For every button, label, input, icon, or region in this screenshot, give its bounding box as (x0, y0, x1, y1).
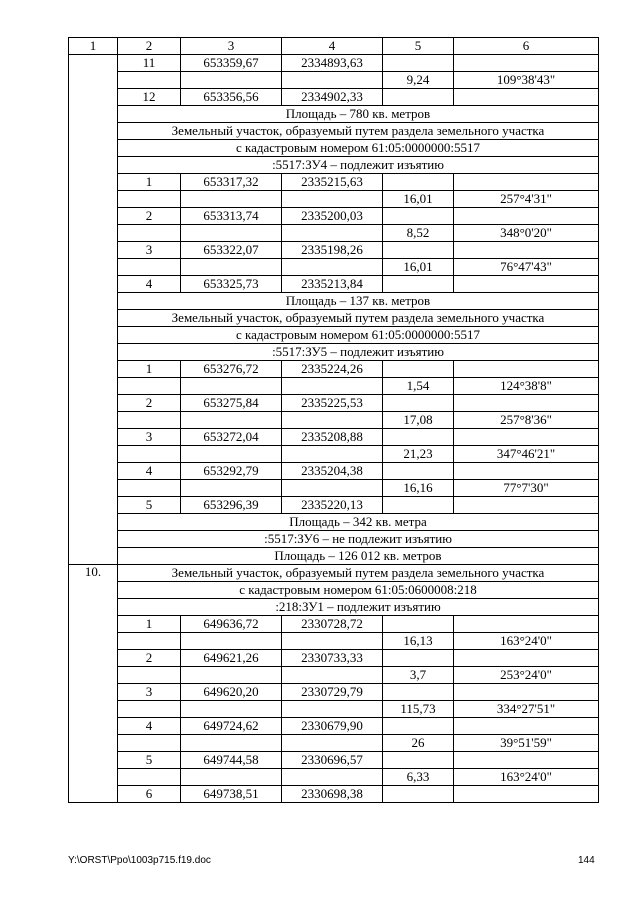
empty-cell (282, 191, 383, 208)
empty-cell (181, 480, 282, 497)
table-row (69, 497, 599, 514)
section-number-cell: 10. (69, 565, 118, 803)
table-row (69, 667, 599, 684)
column-header: 4 (282, 38, 383, 55)
table-row (69, 310, 599, 327)
table-row (69, 140, 599, 157)
empty-cell (118, 225, 181, 242)
table-row (69, 191, 599, 208)
empty-cell (454, 89, 599, 106)
coord-x: 653325,73 (181, 276, 282, 293)
empty-cell (383, 242, 454, 259)
empty-cell (383, 361, 454, 378)
point-number: 2 (118, 395, 181, 412)
empty-cell (383, 208, 454, 225)
empty-cell (454, 208, 599, 225)
point-number: 4 (118, 718, 181, 735)
empty-cell (454, 497, 599, 514)
empty-cell (282, 412, 383, 429)
table-row (69, 684, 599, 701)
coord-x: 653317,32 (181, 174, 282, 191)
segment-angle: 348°0'20" (454, 225, 599, 242)
segment-angle: 163°24'0" (454, 633, 599, 650)
column-header: 6 (454, 38, 599, 55)
table-header-row (69, 38, 599, 55)
table-row (69, 514, 599, 531)
empty-cell (454, 361, 599, 378)
empty-cell (383, 429, 454, 446)
segment-angle: 109°38'43" (454, 72, 599, 89)
coord-y: 2330729,79 (282, 684, 383, 701)
table-row (69, 463, 599, 480)
full-width-text: Площадь – 137 кв. метров (118, 293, 599, 310)
segment-length: 6,33 (383, 769, 454, 786)
table-row (69, 344, 599, 361)
full-width-text: с кадастровым номером 61:05:0000000:5517 (118, 140, 599, 157)
section-number-cell (69, 55, 118, 565)
coord-y: 2335204,38 (282, 463, 383, 480)
column-header: 3 (181, 38, 282, 55)
table-row (69, 157, 599, 174)
segment-angle: 257°4'31" (454, 191, 599, 208)
point-number: 2 (118, 208, 181, 225)
full-width-text: Земельный участок, образуемый путем раздела земельного участка (118, 310, 599, 327)
empty-cell (118, 667, 181, 684)
full-width-text: :218:ЗУ1 – подлежит изъятию (118, 599, 599, 616)
segment-length: 21,23 (383, 446, 454, 463)
empty-cell (454, 276, 599, 293)
empty-cell (383, 752, 454, 769)
point-number: 1 (118, 174, 181, 191)
empty-cell (282, 769, 383, 786)
coord-y: 2335208,88 (282, 429, 383, 446)
empty-cell (454, 174, 599, 191)
point-number: 3 (118, 684, 181, 701)
segment-angle: 253°24'0" (454, 667, 599, 684)
segment-angle: 39°51'59" (454, 735, 599, 752)
table-row (69, 429, 599, 446)
table-row (69, 718, 599, 735)
empty-cell (383, 650, 454, 667)
table-row (69, 395, 599, 412)
table-row (69, 55, 599, 72)
table-row (69, 565, 599, 582)
point-number: 3 (118, 429, 181, 446)
full-width-text: с кадастровым номером 61:05:0600008:218 (118, 582, 599, 599)
empty-cell (282, 701, 383, 718)
table-row (69, 225, 599, 242)
segment-length: 3,7 (383, 667, 454, 684)
coord-x: 649636,72 (181, 616, 282, 633)
segment-length: 16,01 (383, 191, 454, 208)
point-number: 5 (118, 497, 181, 514)
empty-cell (282, 633, 383, 650)
column-header: 1 (69, 38, 118, 55)
table-row (69, 378, 599, 395)
coord-y: 2335213,84 (282, 276, 383, 293)
empty-cell (118, 259, 181, 276)
empty-cell (181, 378, 282, 395)
empty-cell (454, 684, 599, 701)
empty-cell (282, 667, 383, 684)
coord-x: 653296,39 (181, 497, 282, 514)
segment-length: 1,54 (383, 378, 454, 395)
empty-cell (118, 446, 181, 463)
empty-cell (454, 786, 599, 803)
full-width-text: :5517:ЗУ5 – подлежит изъятию (118, 344, 599, 361)
full-width-text: Площадь – 780 кв. метров (118, 106, 599, 123)
empty-cell (181, 701, 282, 718)
coord-x: 649738,51 (181, 786, 282, 803)
coord-x: 653275,84 (181, 395, 282, 412)
empty-cell (181, 225, 282, 242)
empty-cell (181, 633, 282, 650)
coord-x: 649620,20 (181, 684, 282, 701)
empty-cell (181, 259, 282, 276)
empty-cell (383, 55, 454, 72)
empty-cell (383, 684, 454, 701)
table-row (69, 480, 599, 497)
table-row (69, 701, 599, 718)
empty-cell (454, 463, 599, 480)
point-number: 1 (118, 361, 181, 378)
full-width-text: Площадь – 126 012 кв. метров (118, 548, 599, 565)
empty-cell (454, 55, 599, 72)
column-header: 2 (118, 38, 181, 55)
segment-angle: 257°8'36" (454, 412, 599, 429)
empty-cell (118, 701, 181, 718)
coordinates-table (68, 37, 599, 803)
table-row (69, 650, 599, 667)
table-row (69, 106, 599, 123)
segment-length: 8,52 (383, 225, 454, 242)
table-row (69, 616, 599, 633)
point-number: 12 (118, 89, 181, 106)
coord-y: 2335198,26 (282, 242, 383, 259)
table-row (69, 582, 599, 599)
empty-cell (282, 259, 383, 276)
empty-cell (383, 89, 454, 106)
full-width-text: :5517:ЗУ6 – не подлежит изъятию (118, 531, 599, 548)
empty-cell (383, 276, 454, 293)
empty-cell (282, 735, 383, 752)
empty-cell (181, 412, 282, 429)
empty-cell (282, 378, 383, 395)
table-row (69, 242, 599, 259)
coord-y: 2335215,63 (282, 174, 383, 191)
empty-cell (454, 650, 599, 667)
empty-cell (118, 378, 181, 395)
footer-file-path: Y:\ORST\Ppo\1003p715.f19.doc (68, 855, 211, 866)
table-row (69, 89, 599, 106)
point-number: 4 (118, 276, 181, 293)
full-width-text: Площадь – 342 кв. метра (118, 514, 599, 531)
segment-angle: 347°46'21" (454, 446, 599, 463)
empty-cell (383, 174, 454, 191)
coord-x: 653322,07 (181, 242, 282, 259)
table-row (69, 259, 599, 276)
coord-x: 649724,62 (181, 718, 282, 735)
segment-length: 115,73 (383, 701, 454, 718)
coord-y: 2330698,38 (282, 786, 383, 803)
table-row (69, 276, 599, 293)
empty-cell (118, 412, 181, 429)
coord-y: 2330733,33 (282, 650, 383, 667)
coord-y: 2335200,03 (282, 208, 383, 225)
full-width-text: Земельный участок, образуемый путем раздела земельного участка (118, 123, 599, 140)
empty-cell (118, 191, 181, 208)
column-header: 5 (383, 38, 454, 55)
empty-cell (118, 72, 181, 89)
empty-cell (181, 72, 282, 89)
table-row (69, 446, 599, 463)
table-row (69, 123, 599, 140)
point-number: 3 (118, 242, 181, 259)
empty-cell (454, 752, 599, 769)
segment-angle: 76°47'43" (454, 259, 599, 276)
coord-y: 2335220,13 (282, 497, 383, 514)
footer-page-number: 144 (578, 855, 595, 866)
segment-length: 16,01 (383, 259, 454, 276)
coord-y: 2335224,26 (282, 361, 383, 378)
empty-cell (454, 395, 599, 412)
empty-cell (282, 480, 383, 497)
empty-cell (454, 429, 599, 446)
coord-y: 2330728,72 (282, 616, 383, 633)
segment-angle: 77°7'30" (454, 480, 599, 497)
empty-cell (383, 395, 454, 412)
segment-length: 9,24 (383, 72, 454, 89)
empty-cell (282, 72, 383, 89)
empty-cell (118, 480, 181, 497)
empty-cell (383, 463, 454, 480)
table-row (69, 361, 599, 378)
segment-length: 16,16 (383, 480, 454, 497)
point-number: 2 (118, 650, 181, 667)
point-number: 11 (118, 55, 181, 72)
table-row (69, 786, 599, 803)
table-row (69, 174, 599, 191)
coord-y: 2334893,63 (282, 55, 383, 72)
empty-cell (383, 497, 454, 514)
coord-x: 653292,79 (181, 463, 282, 480)
coord-x: 653272,04 (181, 429, 282, 446)
coord-x: 649621,26 (181, 650, 282, 667)
coord-x: 649744,58 (181, 752, 282, 769)
segment-angle: 124°38'8" (454, 378, 599, 395)
empty-cell (118, 769, 181, 786)
table-row (69, 633, 599, 650)
table-row (69, 752, 599, 769)
table-row (69, 531, 599, 548)
full-width-text: с кадастровым номером 61:05:0000000:5517 (118, 327, 599, 344)
empty-cell (383, 786, 454, 803)
segment-angle: 163°24'0" (454, 769, 599, 786)
segment-length: 16,13 (383, 633, 454, 650)
table-row (69, 599, 599, 616)
coord-x: 653313,74 (181, 208, 282, 225)
table-row (69, 293, 599, 310)
point-number: 6 (118, 786, 181, 803)
empty-cell (454, 242, 599, 259)
empty-cell (282, 225, 383, 242)
segment-length: 26 (383, 735, 454, 752)
coord-y: 2334902,33 (282, 89, 383, 106)
empty-cell (383, 616, 454, 633)
segment-length: 17,08 (383, 412, 454, 429)
empty-cell (181, 735, 282, 752)
table-row (69, 72, 599, 89)
empty-cell (383, 718, 454, 735)
table-row (69, 548, 599, 565)
empty-cell (118, 633, 181, 650)
point-number: 4 (118, 463, 181, 480)
empty-cell (181, 446, 282, 463)
coord-y: 2330696,57 (282, 752, 383, 769)
coord-x: 653359,67 (181, 55, 282, 72)
full-width-text: :5517:ЗУ4 – подлежит изъятию (118, 157, 599, 174)
coord-y: 2335225,53 (282, 395, 383, 412)
segment-angle: 334°27'51" (454, 701, 599, 718)
table-row (69, 412, 599, 429)
empty-cell (181, 769, 282, 786)
coord-y: 2330679,90 (282, 718, 383, 735)
empty-cell (454, 616, 599, 633)
empty-cell (181, 191, 282, 208)
table-row (69, 327, 599, 344)
empty-cell (454, 718, 599, 735)
table-row (69, 769, 599, 786)
point-number: 5 (118, 752, 181, 769)
empty-cell (282, 446, 383, 463)
full-width-text: Земельный участок, образуемый путем раздела земельного участка (118, 565, 599, 582)
table-row (69, 735, 599, 752)
coord-x: 653276,72 (181, 361, 282, 378)
table-row (69, 208, 599, 225)
point-number: 1 (118, 616, 181, 633)
empty-cell (118, 735, 181, 752)
empty-cell (181, 667, 282, 684)
coord-x: 653356,56 (181, 89, 282, 106)
